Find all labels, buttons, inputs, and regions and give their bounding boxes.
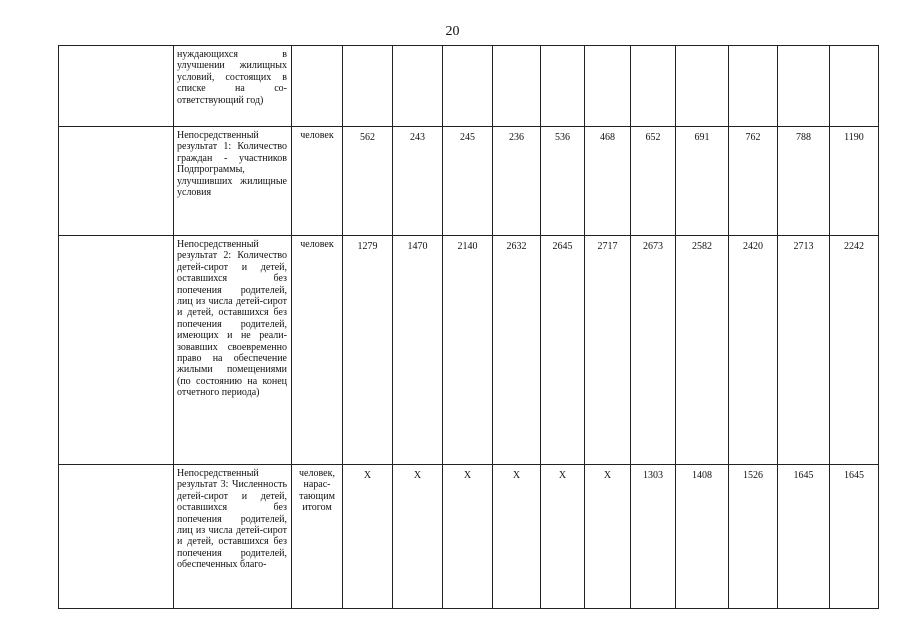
value-cell [541,46,585,127]
value-cell [443,46,493,127]
value-cell [778,46,830,127]
value-cell: 1645 [778,465,830,609]
value-cell: 2140 [443,236,493,465]
table-row [59,465,879,609]
indicator-description: Непосредственный результат 2: Количество детей-сирот и детей, оставшихся без попечения родителей, лиц из числа детей-сирот и детей, оставшихся без попечения родителей, имеющих и не реализовавших своевременно право на обеспечение жилыми помещениями (по состоянию на конец отчетного периода) [174,236,292,465]
value-cell: 691 [676,127,729,236]
value-cell: 762 [729,127,778,236]
indicator-description: Непосредственный результат 1: Количество граждан - участников Подпрограммы, улучшивших жилищные условия [174,127,292,236]
value-cell: 788 [778,127,830,236]
empty-section-cell [59,127,174,236]
value-cell: 1470 [393,236,443,465]
value-cell: 2717 [585,236,631,465]
value-cell: 2242 [830,236,879,465]
indicator-description: нуждающихся в улучшении жилищных условий, состоящих в списке на соответствующий год) [174,46,292,127]
value-cell: 2582 [676,236,729,465]
value-cell: 236 [493,127,541,236]
value-cell: X [443,465,493,609]
table-row [59,46,879,127]
value-cell: X [493,465,541,609]
table-row [59,127,879,236]
value-cell [676,46,729,127]
value-cell [493,46,541,127]
empty-section-cell [59,465,174,609]
empty-section-cell [59,46,174,127]
value-cell: 243 [393,127,443,236]
value-cell: 536 [541,127,585,236]
value-cell: X [343,465,393,609]
value-cell: 1408 [676,465,729,609]
value-cell: X [393,465,443,609]
unit-cell [292,46,343,127]
value-cell: 2632 [493,236,541,465]
value-cell: 2645 [541,236,585,465]
value-cell: 2713 [778,236,830,465]
value-cell: 2673 [631,236,676,465]
value-cell: 652 [631,127,676,236]
value-cell: 1279 [343,236,393,465]
value-cell: X [585,465,631,609]
value-cell [393,46,443,127]
indicator-description: Непосредственный результат 3: Численность детей-сирот и детей, оставшихся без попечения родителей, лиц из числа детей-сирот и детей, оставшихся без попечения родителей, обеспеченных благо- [174,465,292,609]
table-row [59,236,879,465]
value-cell: 1645 [830,465,879,609]
value-cell [830,46,879,127]
value-cell: 1303 [631,465,676,609]
page-number: 20 [445,24,460,39]
value-cell: 468 [585,127,631,236]
value-cell: 1190 [830,127,879,236]
value-cell [585,46,631,127]
value-cell: 1526 [729,465,778,609]
value-cell: 245 [443,127,493,236]
unit-cell: человек, нарастающим итогом [292,465,343,609]
value-cell [631,46,676,127]
value-cell: 562 [343,127,393,236]
indicators-table [58,45,879,609]
value-cell [729,46,778,127]
value-cell: X [541,465,585,609]
unit-cell: человек [292,236,343,465]
unit-cell: человек [292,127,343,236]
value-cell: 2420 [729,236,778,465]
value-cell [343,46,393,127]
empty-section-cell [59,236,174,465]
